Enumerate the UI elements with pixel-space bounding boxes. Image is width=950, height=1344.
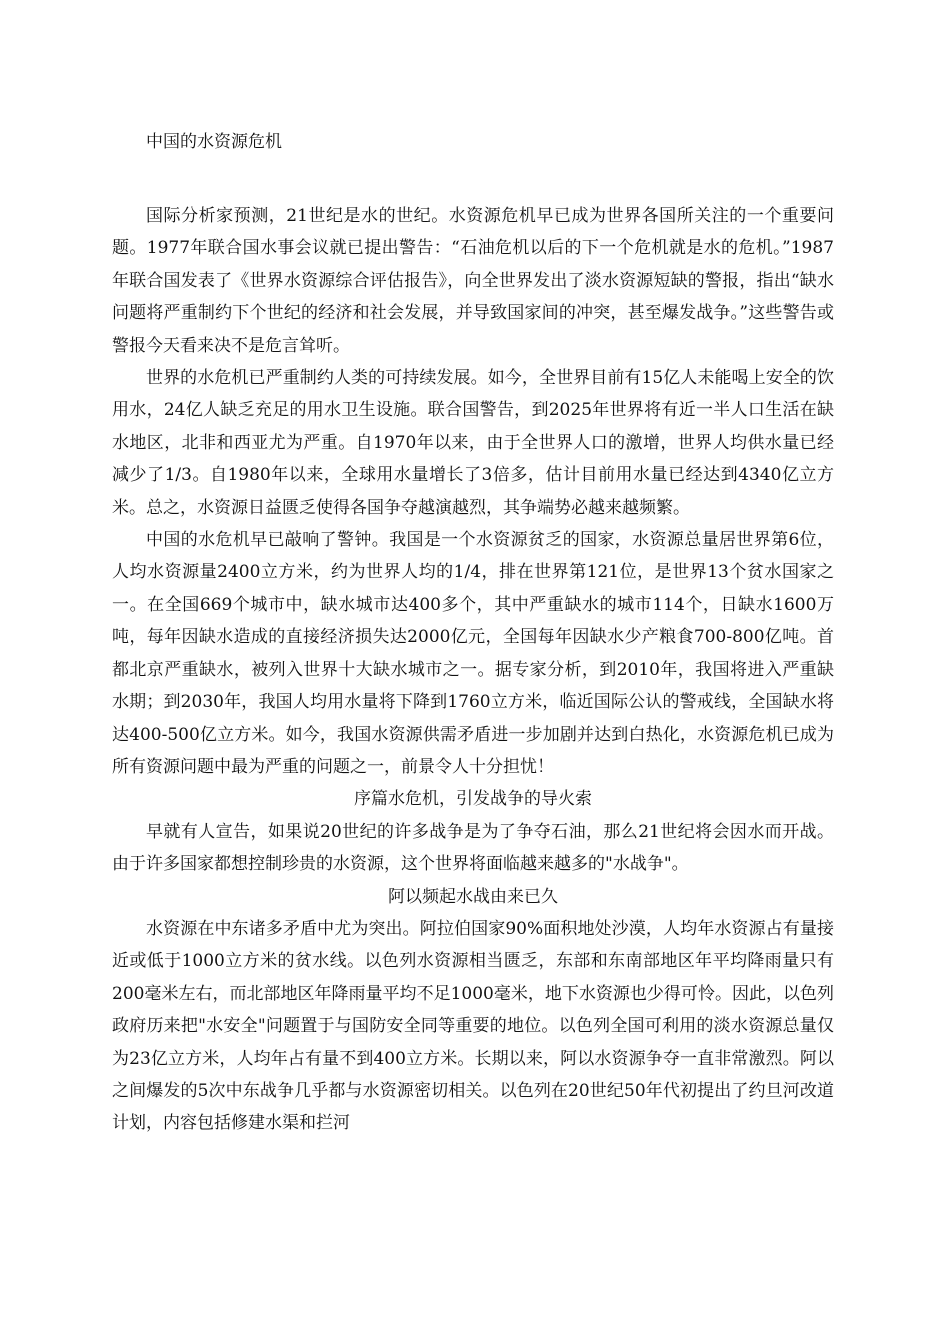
- paragraph-middle-east: 水资源在中东诸多矛盾中尤为突出。阿拉伯国家90%面积地处沙漠，人均年水资源占有量接近或低于1000立方米的贫水线。以色列水资源相当匮乏，东部和东南部地区年平均降雨量只有200毫米左右，而北部地区年降雨量平均不足1000毫米，地下水资源也少得可怜。因此，以色列政府历来把"水安全"问题置于与国防安全同等重要的地位。以色列全国可利用的淡水资源总量仅为23亿立方米，人均年占有量不到400立方米。长期以来，阿以水资源争夺一直非常激烈。阿以之间爆发的5次中东战争几乎都与水资源密切相关。以色列在20世纪50年代初提出了约旦河改道计划，内容包括修建水渠和拦河: [112, 918, 834, 1134]
- paragraph-china-crisis: 中国的水危机早已敲响了警钟。我国是一个水资源贫乏的国家，水资源总量居世界第6位，人均水资源量2400立方米，约为世界人均的1/4，排在世界第121位，是世界13个贫水国家之一。在全国669个城市中，缺水城市达400多个，其中严重缺水的城市114个，日缺水1600万吨，每年因缺水造成的直接经济损失达2000亿元，全国每年因缺水少产粮食700-800亿吨。首都北京严重缺水，被列入世界十大缺水城市之一。据专家分析，到2010年，我国将进入严重缺水期；到2030年，我国人均用水量将下降到1760立方米，临近国际公认的警戒线，全国缺水将达400-500亿立方米。如今，我国水资源供需矛盾进一步加剧并达到白热化，水资源危机已成为所有资源问题中最为严重的问题之一，前景令人十分担忧！: [112, 530, 834, 777]
- section-heading-prologue: 序篇水危机，引发战争的导火索: [354, 789, 592, 810]
- document-body: [112, 200, 834, 1140]
- paragraph-water-wars: 早就有人宣告，如果说20世纪的许多战争是为了争夺石油，那么21世纪将会因水而开战。由于许多国家都想控制珍贵的水资源，这个世界将面临越来越多的"水战争"。: [112, 821, 834, 875]
- paragraph-world-crisis: 世界的水危机已严重制约人类的可持续发展。如今，全世界目前有15亿人未能喝上安全的饮用水，24亿人缺乏充足的用水卫生设施。联合国警告，到2025年世界将有近一半人口生活在缺水地区，北非和西亚尤为严重。自1970年以来，由于全世界人口的激增，世界人均供水量已经减少了1/3。自1980年以来，全球用水量增长了3倍多，估计目前用水量已经达到4340亿立方米。总之，水资源日益匮乏使得各国争夺越演越烈，其争端势必越来越频繁。: [112, 368, 834, 518]
- paragraph-intro: 国际分析家预测，21世纪是水的世纪。水资源危机早已成为世界各国所关注的一个重要问题。1977年联合国水事会议就已提出警告：“石油危机以后的下一个危机就是水的危机。”1987年联合国发表了《世界水资源综合评估报告》，向全世界发出了淡水资源短缺的警报，指出“缺水问题将严重制约下个世纪的经济和社会发展，并导致国家间的冲突，甚至爆发战争。”这些警告或警报今天看来决不是危言耸听。: [112, 206, 834, 356]
- section-heading-arab-israeli: 阿以频起水战由来已久: [388, 886, 558, 907]
- document-title: 中国的水资源危机: [146, 132, 282, 152]
